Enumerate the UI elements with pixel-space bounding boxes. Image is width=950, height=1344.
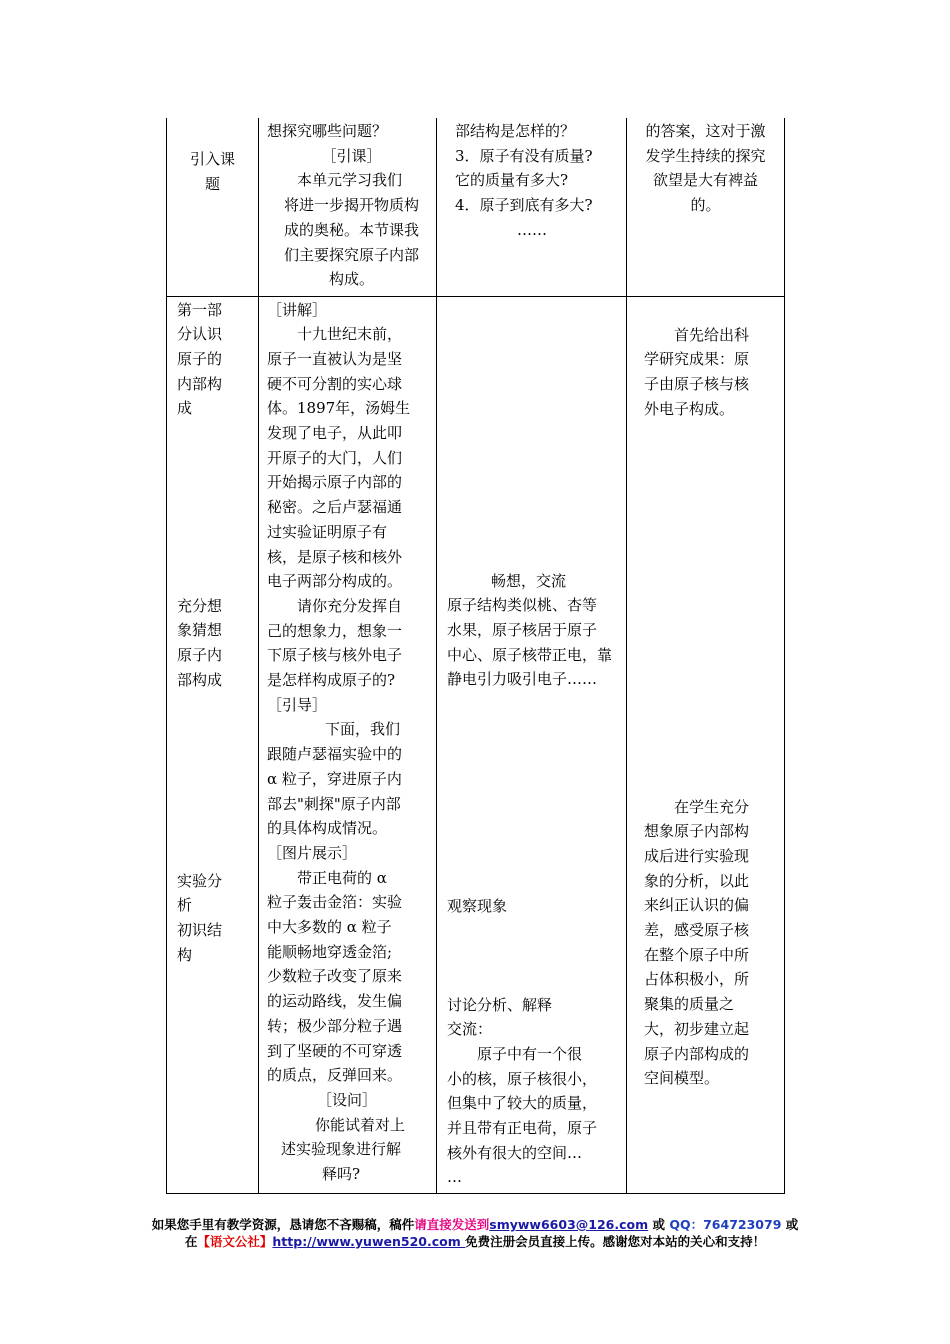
text-line: 聚集的质量之 <box>644 995 735 1014</box>
intent-text <box>644 795 784 1091</box>
teacher-text <box>267 119 436 292</box>
stage-line: 原子的 <box>177 349 223 368</box>
footer-text: 免费注册会员直接上传。感谢您对本站的关心和支持！ <box>465 1234 766 1249</box>
text-line: 释吗? <box>322 1165 361 1184</box>
text-line: 本单元学习我们 <box>297 171 403 190</box>
text-line: 原子一直被认为是坚 <box>267 349 403 368</box>
text-line: 你能试着对上 <box>315 1115 406 1134</box>
text-line: α 粒子，穿进原子内 <box>267 769 402 788</box>
text-line: 己的想象力，想象一 <box>267 621 403 640</box>
text-line: 的具体构成情况。 <box>267 819 388 838</box>
text-line: 的。 <box>690 196 721 215</box>
text-line: 构成。 <box>328 270 374 289</box>
text-line: 在学生充分 <box>674 797 750 816</box>
email-link[interactable]: smyww6603@126.com <box>489 1217 649 1232</box>
text-line: 电子两部分构成的。 <box>267 572 403 591</box>
text-line: 想探究哪些问题？ <box>267 122 388 140</box>
student-activity-cell <box>437 296 627 1194</box>
text-line: 观察现象 <box>447 896 508 915</box>
stage-line: 象猜想 <box>177 621 223 640</box>
stage-line: 构 <box>177 945 193 964</box>
text-line: ［讲解］ <box>267 300 328 319</box>
stage-line: 充分想 <box>177 596 223 615</box>
text-line: 讨论分析、解释 <box>447 995 553 1014</box>
stage-line: 初识结 <box>177 920 223 939</box>
text-line: ［图片展示］ <box>267 843 358 862</box>
text-line: 成后进行实验现 <box>644 846 750 865</box>
text-line: ［引课］ <box>321 146 382 165</box>
text-line: 但集中了较大的质量， <box>447 1094 598 1113</box>
text-line: 开始揭示原子内部的 <box>267 473 403 492</box>
text-line: 水果，原子核居于原子 <box>447 620 598 639</box>
student-text <box>447 993 626 1191</box>
text-line: 体。1897年，汤姆生 <box>267 399 411 418</box>
website-link[interactable]: http://www.yuwen520.com <box>272 1234 466 1249</box>
text-line: 子由原子核与核 <box>644 374 750 393</box>
text-line: 下原子核与核外电子 <box>267 646 403 665</box>
text-line: 小的核，原子核很小， <box>447 1069 598 1088</box>
text-line: 秘密。之后卢瑟福通 <box>267 498 403 517</box>
intent-text <box>627 119 784 218</box>
text-line: 空间模型。 <box>644 1069 720 1088</box>
footer-highlight: 请直接发送到 <box>414 1217 490 1232</box>
text-line: 并且带有正电荷，原子 <box>447 1119 598 1138</box>
text-line: 原子中有一个很 <box>477 1044 583 1063</box>
text-line: 将进一步揭开物质构 <box>283 196 419 215</box>
student-text <box>447 569 626 693</box>
text-line: 核外有很大的空间… <box>447 1143 583 1162</box>
table-row <box>167 296 785 1194</box>
text-line: 学研究成果：原 <box>644 350 750 369</box>
text-line: 的运动路线，发生偏 <box>267 992 403 1011</box>
stage-line: 部构成 <box>177 670 223 689</box>
text-line: ［引导］ <box>267 695 328 714</box>
stage-label <box>167 147 258 196</box>
text-line: …… <box>517 220 547 239</box>
design-intent-cell <box>627 118 785 296</box>
text-line: 原子内部构成的 <box>644 1044 750 1063</box>
table-row <box>167 118 785 296</box>
text-line: 硬不可分割的实心球 <box>267 374 403 393</box>
text-line: 发现了电子，从此叩 <box>267 424 403 443</box>
text-line: 大，初步建立起 <box>644 1019 750 1038</box>
text-line: 它的质量有多大? <box>455 171 569 190</box>
teacher-activity-cell <box>259 296 437 1194</box>
text-line: 中大多数的 α 粒子 <box>267 918 392 937</box>
stage-line: 成 <box>177 399 193 418</box>
text-line: 述实验现象进行解 <box>281 1140 402 1159</box>
text-line: 过实验证明原子有 <box>267 522 388 541</box>
text-line: 到了坚硬的不可穿透 <box>267 1041 403 1060</box>
stage-line: 内部构 <box>177 374 223 393</box>
footer-line-2 <box>0 1233 950 1251</box>
footer-text: 或 <box>648 1217 670 1232</box>
stage-line: 分认识 <box>177 325 223 344</box>
text-line: 是怎样构成原子的? <box>267 671 396 690</box>
student-activity-cell <box>437 118 627 296</box>
text-line: 占体积极小，所 <box>644 970 750 989</box>
text-line: 部去"刺探"原子内部 <box>267 794 401 813</box>
text-line: 十九世纪末前， <box>297 325 403 344</box>
text-line: 差，感受原子核 <box>644 921 750 940</box>
stage-label <box>177 298 258 422</box>
text-line: 部结构是怎样的？ <box>455 122 576 140</box>
text-line: 们主要探究原子内部 <box>283 245 419 264</box>
stage-line: 第一部 <box>177 300 223 319</box>
text-line: 下面，我们 <box>325 720 401 739</box>
text-line: 想象原子内部构 <box>644 822 750 841</box>
teacher-activity-cell <box>259 118 437 296</box>
qq-number: QQ：764723079 <box>669 1217 782 1232</box>
text-line: 请你充分发挥自 <box>297 596 403 615</box>
text-line: 原子结构类似桃、杏等 <box>447 596 598 615</box>
stage-label <box>177 869 258 968</box>
text-line: 的质点，反弹回来。 <box>267 1066 403 1085</box>
text-line: 象的分析，以此 <box>644 871 750 890</box>
student-text <box>455 119 626 243</box>
footer-line-1 <box>0 1216 950 1234</box>
text-line: 开原子的大门，人们 <box>267 448 403 467</box>
text-line: 交流： <box>447 1020 493 1039</box>
text-line: 静电引力吸引电子…… <box>447 670 598 689</box>
text-line: ［设问］ <box>317 1091 378 1109</box>
footer-text: 在 <box>184 1234 198 1249</box>
intent-text <box>644 323 784 422</box>
text-line: 跟随卢瑟福实验中的 <box>267 745 403 764</box>
text-line: 在整个原子中所 <box>644 945 750 964</box>
text-line: 畅想，交流 <box>491 571 567 590</box>
text-line: 能顺畅地穿透金箔; <box>267 942 393 961</box>
stage-line: 析 <box>177 896 193 915</box>
text-line: … <box>447 1168 462 1187</box>
text-line: 欲望是大有裨益 <box>652 171 758 190</box>
stage-label <box>177 594 258 693</box>
footer-text: 如果您手里有教学资源，恳请您不吝赐稿，稿件 <box>151 1217 415 1232</box>
text-line: 核，是原子核和核外 <box>267 547 403 566</box>
text-line: 中心、原子核带正电，靠 <box>447 645 613 664</box>
text-line: 带正电荷的 α <box>297 868 387 887</box>
lesson-plan-table <box>166 118 785 1194</box>
text-line: 成的奥秘。本节课我 <box>283 220 419 239</box>
site-name: 【语文公社】 <box>197 1234 273 1249</box>
text-line: 发学生持续的探究 <box>645 146 766 165</box>
text-line: 外电子构成。 <box>644 399 735 418</box>
student-text <box>447 894 626 919</box>
text-line: 粒子轰击金箔：实验 <box>267 893 403 912</box>
text-line: 3．原子有没有质量? <box>455 146 593 165</box>
teacher-text <box>267 298 436 1187</box>
text-line: 4．原子到底有多大? <box>455 196 593 215</box>
text-line: 首先给出科 <box>674 325 750 344</box>
stage-cell <box>167 118 259 296</box>
text-line: 的答案，这对于激 <box>645 122 766 140</box>
stage-line: 实验分 <box>177 871 223 890</box>
stage-line: 题 <box>204 174 220 193</box>
stage-line: 原子内 <box>177 645 223 664</box>
stage-line: 引入课 <box>189 150 235 168</box>
design-intent-cell <box>627 296 785 1194</box>
text-line: 来纠正认识的偏 <box>644 896 750 915</box>
stage-cell <box>167 296 259 1194</box>
footer-text: 或 <box>781 1217 799 1232</box>
text-line: 转；极少部分粒子遇 <box>267 1016 403 1035</box>
text-line: 少数粒子改变了原来 <box>267 967 403 986</box>
